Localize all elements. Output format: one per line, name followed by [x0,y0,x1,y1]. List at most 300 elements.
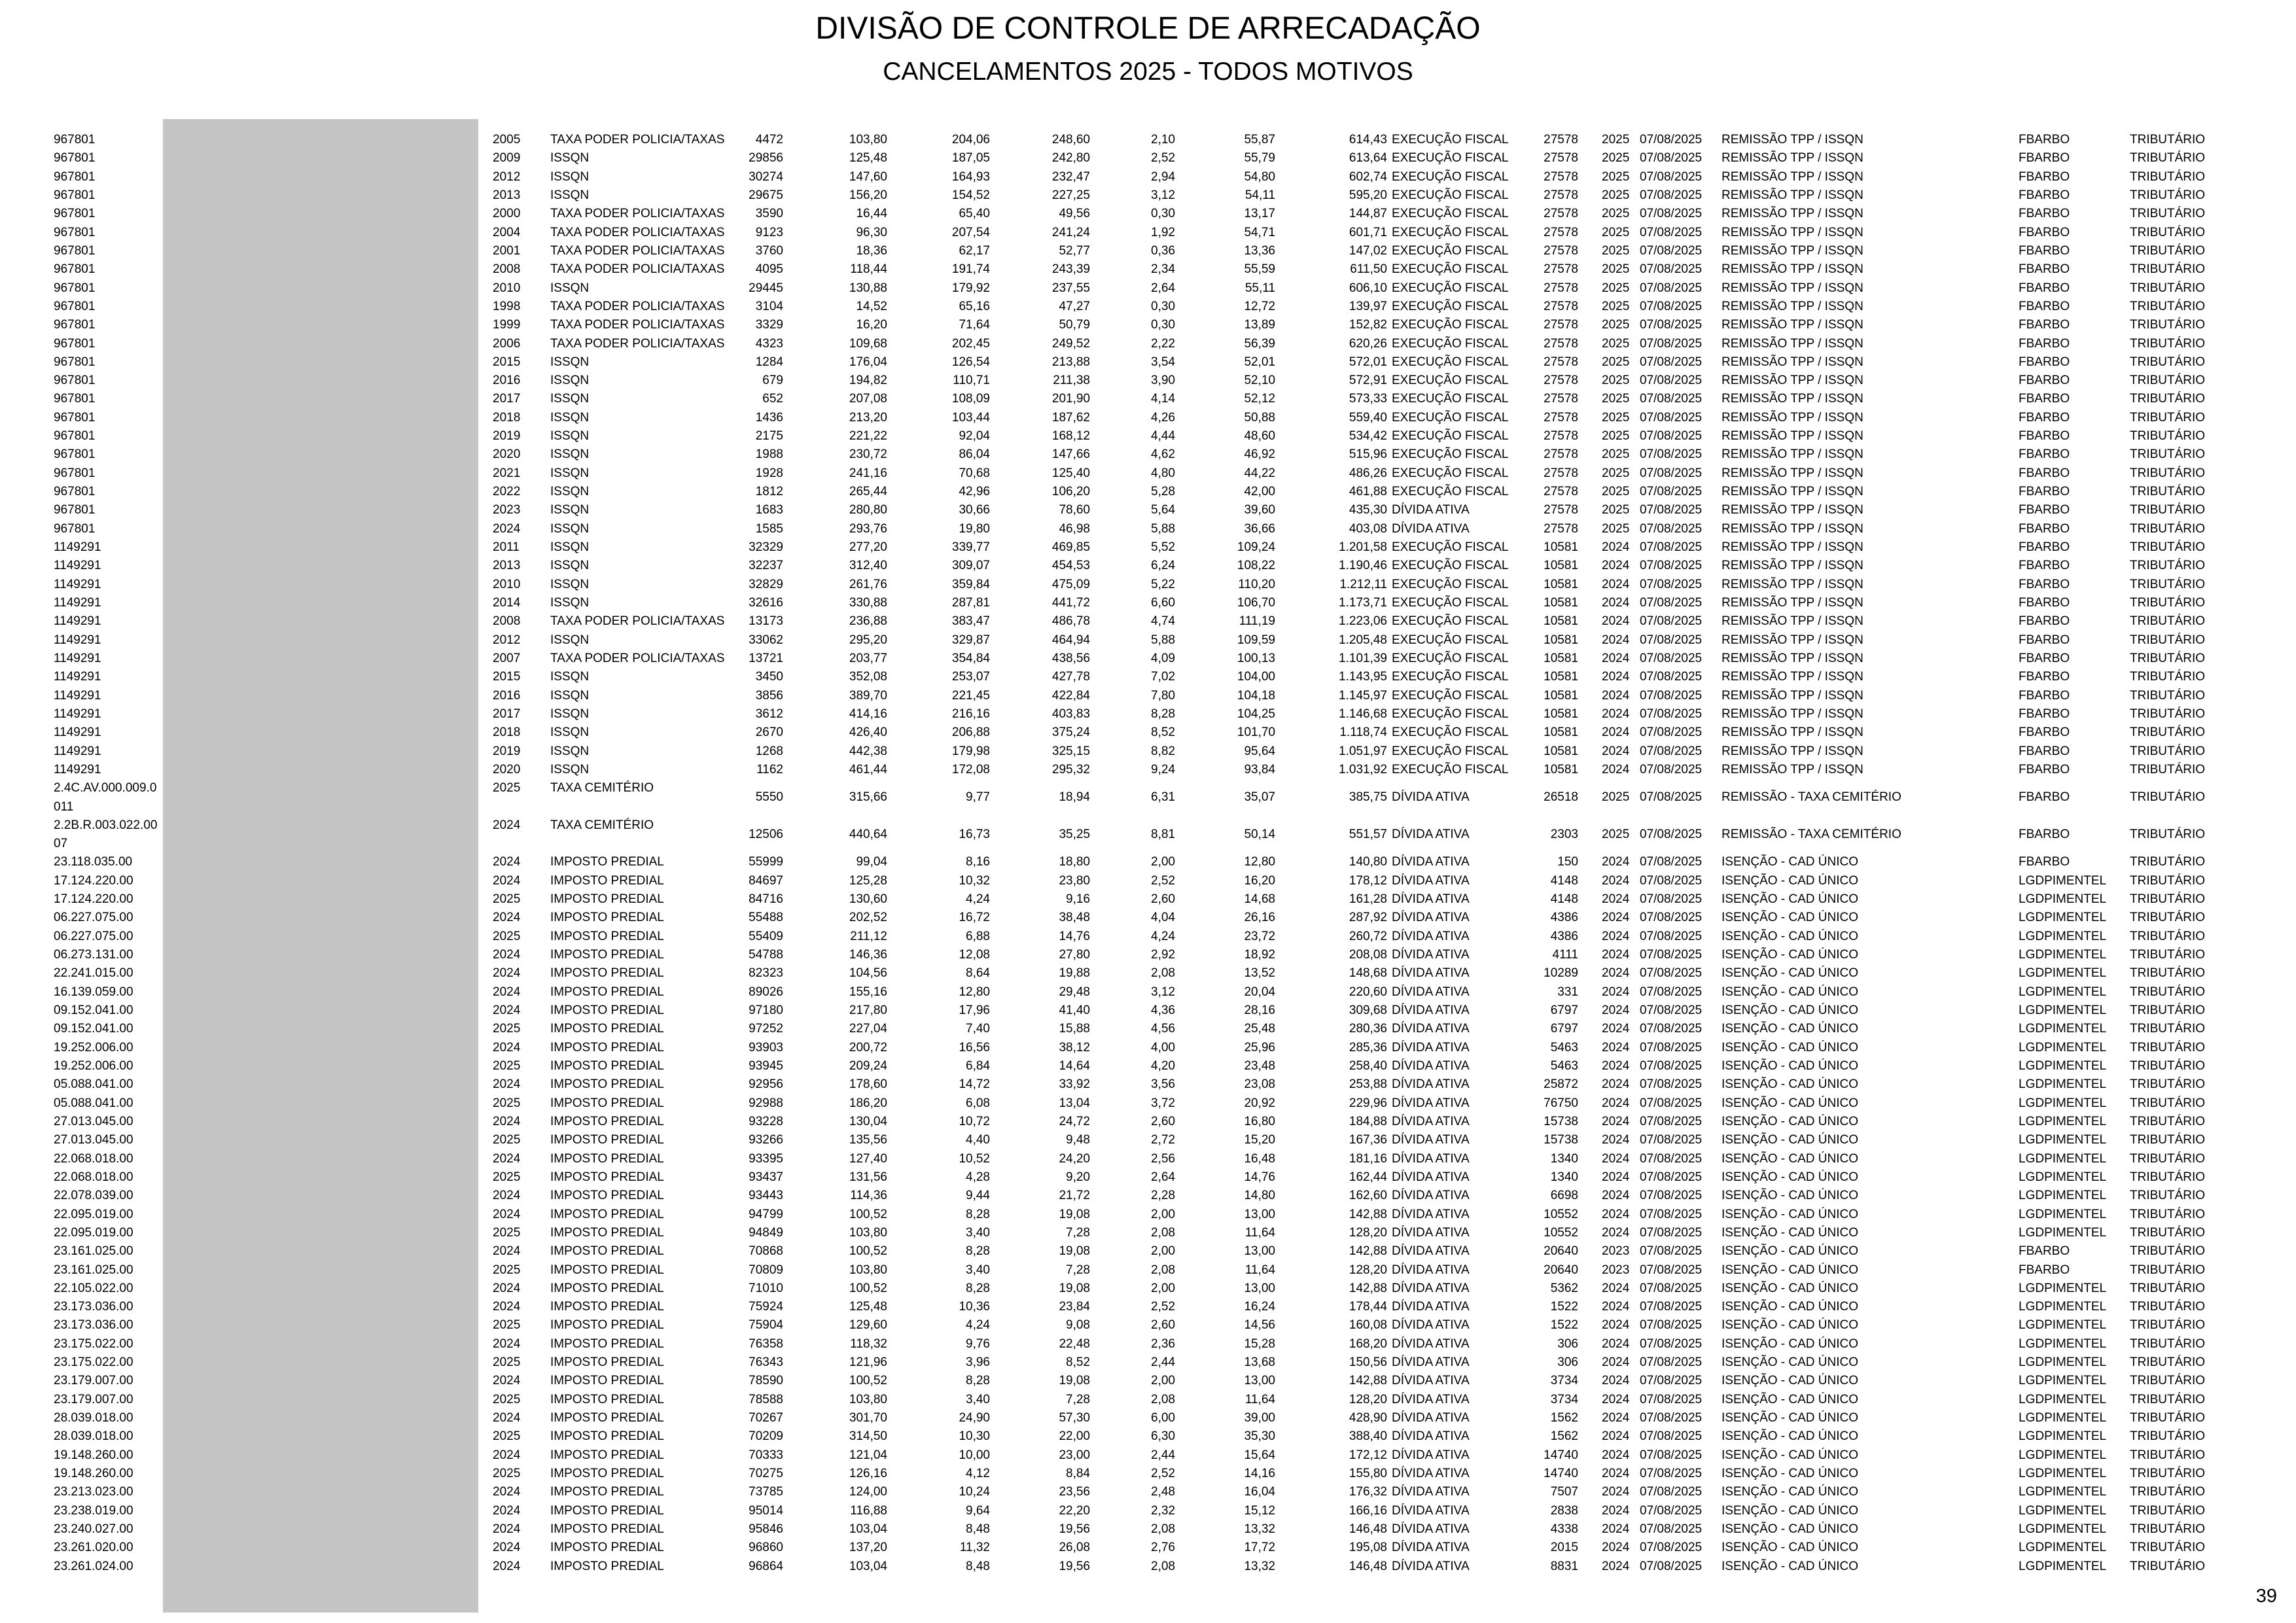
cell-status: EXECUÇÃO FISCAL [1392,299,1509,313]
cell-value-4: 2,94 [1151,169,1175,184]
cell-value-4: 6,60 [1151,596,1175,610]
cell-total-value: 176,32 [1349,1485,1387,1499]
cell-inscription-id: 967801 [54,374,96,388]
cell-value-1: 16,20 [856,318,887,332]
cell-value-4: 2,52 [1151,151,1175,166]
cell-status: DÍVIDA ATIVA [1392,1503,1470,1518]
cell-exercise-year: 2025 [493,1429,521,1444]
cell-value-3: 427,78 [1051,670,1090,684]
cell-tax-type: TAXA CEMITÉRIO [550,781,654,795]
cell-reference-number: 1284 [755,355,783,369]
cell-tax-type: IMPOSTO PREDIAL [550,1189,664,1203]
cell-value-1: 103,80 [849,1225,887,1240]
cell-inscription-id: 22.078.039.00 [54,1189,133,1203]
cell-value-1: 126,16 [849,1467,887,1481]
cell-process-number: 27578 [1544,318,1578,332]
cell-value-1: 461,44 [849,762,887,777]
cell-value-2: 3,40 [966,1392,990,1406]
cell-value-2: 8,28 [966,1374,990,1388]
cell-department: TRIBUTÁRIO [2130,1541,2206,1555]
cell-exercise-year: 1998 [493,299,521,313]
cell-status: EXECUÇÃO FISCAL [1392,336,1509,351]
cell-exercise-year: 2016 [493,688,521,703]
cell-value-2: 179,92 [951,281,990,295]
cell-department: TRIBUTÁRIO [2130,447,2206,462]
cell-date: 07/08/2025 [1640,1559,1703,1573]
cell-inscription-id: 967801 [54,151,96,166]
cell-cancellation-reason: ISENÇÃO - CAD ÚNICO [1722,1467,1859,1481]
cell-department: TRIBUTÁRIO [2130,1411,2206,1425]
cell-reference-number: 93228 [749,1114,783,1128]
cell-process-number: 10581 [1544,725,1578,740]
cell-cancellation-reason: ISENÇÃO - CAD ÚNICO [1722,1522,1859,1536]
cell-value-2: 8,28 [966,1244,990,1259]
cell-total-value: 167,36 [1349,1133,1387,1147]
cell-inscription-id: 22.095.019.00 [54,1207,133,1221]
cell-value-5: 104,00 [1237,670,1275,684]
cell-value-1: 261,76 [849,577,887,591]
cell-status: EXECUÇÃO FISCAL [1392,429,1509,444]
cell-process-number: 4386 [1550,911,1578,925]
cell-value-1: 389,70 [849,688,887,703]
cell-date: 07/08/2025 [1640,1114,1703,1128]
cell-department: TRIBUTÁRIO [2130,1522,2206,1536]
cell-value-4: 0,30 [1151,299,1175,313]
cell-department: TRIBUTÁRIO [2130,762,2206,777]
cell-total-value: 572,91 [1349,374,1387,388]
cell-value-4: 8,81 [1151,827,1175,841]
cell-total-value: 160,08 [1349,1318,1387,1333]
cell-value-2: 65,16 [959,299,990,313]
cell-value-3: 9,08 [1066,1318,1090,1333]
cell-department: TRIBUTÁRIO [2130,744,2206,758]
cell-process-year: 2024 [1602,1207,1630,1221]
cell-department: TRIBUTÁRIO [2130,1318,2206,1333]
cell-process-number: 27578 [1544,262,1578,277]
cell-date: 07/08/2025 [1640,1040,1703,1055]
cell-value-5: 101,70 [1237,725,1275,740]
cell-value-4: 5,64 [1151,503,1175,517]
cell-total-value: 1.201,58 [1339,540,1387,555]
cell-value-5: 95,64 [1244,744,1275,758]
cell-reference-number: 92956 [749,1077,783,1092]
cell-inscription-id: 967801 [54,281,96,295]
cell-value-1: 125,48 [849,1300,887,1314]
cell-process-year: 2025 [1602,827,1630,841]
cell-value-5: 17,72 [1244,1541,1275,1555]
cell-process-year: 2024 [1602,762,1630,777]
cell-department: TRIBUTÁRIO [2130,410,2206,425]
cell-total-value: 152,82 [1349,318,1387,332]
cell-tax-type: IMPOSTO PREDIAL [550,1151,664,1166]
cell-value-5: 15,20 [1244,1133,1275,1147]
cell-total-value: 435,30 [1349,503,1387,517]
cell-user: LGDPIMENTEL [2019,929,2107,943]
cell-date: 07/08/2025 [1640,651,1703,665]
cell-cancellation-reason: ISENÇÃO - CAD ÚNICO [1722,1096,1859,1110]
cell-value-4: 5,28 [1151,485,1175,499]
cell-value-3: 9,20 [1066,1170,1090,1184]
cell-value-2: 354,84 [951,651,990,665]
cell-process-year: 2024 [1602,1485,1630,1499]
cell-cancellation-reason: ISENÇÃO - CAD ÚNICO [1722,911,1859,925]
cell-date: 07/08/2025 [1640,577,1703,591]
cell-value-3: 78,60 [1059,503,1090,517]
cell-value-4: 2,56 [1151,1151,1175,1166]
cell-status: EXECUÇÃO FISCAL [1392,133,1509,147]
cell-process-year: 2024 [1602,929,1630,943]
cell-process-year: 2025 [1602,521,1630,536]
cell-date: 07/08/2025 [1640,503,1703,517]
cell-tax-type: TAXA CEMITÉRIO [550,818,654,832]
cell-status: EXECUÇÃO FISCAL [1392,392,1509,406]
cell-total-value: 166,16 [1349,1503,1387,1518]
cell-department: TRIBUTÁRIO [2130,614,2206,629]
cell-exercise-year: 2015 [493,355,521,369]
cell-exercise-year: 2024 [493,948,521,962]
cell-inscription-id: 23.261.024.00 [54,1559,133,1573]
cell-inscription-id: 06.227.075.00 [54,929,133,943]
cell-value-3: 375,24 [1051,725,1090,740]
cell-inscription-id: 22.095.019.00 [54,1225,133,1240]
cell-value-3: 464,94 [1051,633,1090,647]
cell-inscription-id: 1149291 [54,614,101,629]
cell-exercise-year: 2025 [493,929,521,943]
cell-date: 07/08/2025 [1640,1151,1703,1166]
cell-value-4: 2,44 [1151,1355,1175,1370]
cell-cancellation-reason: REMISSÃO TPP / ISSQN [1722,133,1863,147]
cell-value-3: 403,83 [1051,707,1090,721]
cell-value-1: 227,04 [849,1022,887,1036]
cell-date: 07/08/2025 [1640,299,1703,313]
cell-exercise-year: 1999 [493,318,521,332]
cell-exercise-year: 2007 [493,651,521,665]
cell-inscription-id: 2.2B.R.003.022.0007 [54,818,158,851]
cell-value-5: 36,66 [1244,521,1275,536]
cell-reference-number: 12506 [749,827,783,841]
cell-tax-type: IMPOSTO PREDIAL [550,911,664,925]
cell-process-number: 27578 [1544,521,1578,536]
cell-cancellation-reason: REMISSÃO TPP / ISSQN [1722,466,1863,480]
cell-value-5: 23,08 [1244,1077,1275,1092]
cell-inscription-id: 06.273.131.00 [54,948,133,962]
cell-value-1: 330,88 [849,596,887,610]
cell-user: FBARBO [2019,299,2070,313]
cell-value-5: 14,68 [1244,892,1275,907]
cell-reference-number: 78588 [749,1392,783,1406]
cell-value-4: 6,30 [1151,1429,1175,1444]
cell-status: EXECUÇÃO FISCAL [1392,262,1509,277]
cell-process-year: 2025 [1602,243,1630,258]
cell-value-4: 2,32 [1151,1503,1175,1518]
cell-user: LGDPIMENTEL [2019,1114,2107,1128]
cell-process-number: 4386 [1550,929,1578,943]
cell-inscription-id: 19.252.006.00 [54,1040,133,1055]
cell-process-number: 10552 [1544,1225,1578,1240]
cell-reference-number: 13173 [749,614,783,629]
cell-exercise-year: 2024 [493,521,521,536]
cell-tax-type: ISSQN [550,633,590,647]
cell-value-1: 104,56 [849,966,887,981]
cell-process-number: 4338 [1550,1522,1578,1536]
cell-value-4: 2,60 [1151,1114,1175,1128]
cell-value-3: 147,66 [1051,447,1090,462]
cell-total-value: 280,36 [1349,1022,1387,1036]
cell-value-3: 19,08 [1059,1244,1090,1259]
cell-department: TRIBUTÁRIO [2130,207,2206,221]
cell-date: 07/08/2025 [1640,466,1703,480]
cell-value-5: 52,10 [1244,374,1275,388]
cell-inscription-id: 967801 [54,169,96,184]
cell-value-1: 118,32 [850,1336,887,1351]
cell-value-5: 26,16 [1244,911,1275,925]
cell-date: 07/08/2025 [1640,1244,1703,1259]
cell-value-1: 118,44 [850,262,887,277]
cell-tax-type: ISSQN [550,503,590,517]
cell-value-2: 65,40 [959,207,990,221]
cell-date: 07/08/2025 [1640,1059,1703,1073]
cell-department: TRIBUTÁRIO [2130,1077,2206,1092]
cell-department: TRIBUTÁRIO [2130,1059,2206,1073]
cell-value-2: 207,54 [951,225,990,239]
cell-value-3: 9,16 [1066,892,1090,907]
cell-process-number: 10581 [1544,540,1578,555]
cell-process-number: 14740 [1544,1448,1578,1462]
cell-reference-number: 1988 [755,447,783,462]
cell-department: TRIBUTÁRIO [2130,929,2206,943]
cell-value-5: 14,16 [1244,1467,1275,1481]
cell-cancellation-reason: REMISSÃO TPP / ISSQN [1722,243,1863,258]
cell-cancellation-reason: REMISSÃO TPP / ISSQN [1722,540,1863,555]
cell-value-5: 23,72 [1244,929,1275,943]
cell-inscription-id: 05.088.041.00 [54,1096,133,1110]
cell-process-year: 2024 [1602,559,1630,573]
cell-cancellation-reason: REMISSÃO TPP / ISSQN [1722,188,1863,202]
cell-user: FBARBO [2019,540,2070,555]
cell-date: 07/08/2025 [1640,1096,1703,1110]
cell-reference-number: 4323 [755,336,783,351]
cell-value-3: 168,12 [1051,429,1090,444]
cell-value-2: 202,45 [951,336,990,351]
cell-value-4: 2,92 [1151,948,1175,962]
cell-user: FBARBO [2019,207,2070,221]
cell-status: DÍVIDA ATIVA [1392,1559,1470,1573]
cell-value-1: 129,60 [849,1318,887,1333]
cell-exercise-year: 2025 [493,1022,521,1036]
cell-tax-type: ISSQN [550,577,590,591]
cell-process-number: 10581 [1544,614,1578,629]
cell-value-4: 4,80 [1151,466,1175,480]
cell-reference-number: 93395 [749,1151,783,1166]
cell-cancellation-reason: REMISSÃO TPP / ISSQN [1722,762,1863,777]
cell-value-4: 2,08 [1151,1263,1175,1277]
cell-date: 07/08/2025 [1640,1207,1703,1221]
cell-value-3: 441,72 [1051,596,1090,610]
cell-tax-type: ISSQN [550,521,590,536]
cell-status: DÍVIDA ATIVA [1392,1059,1470,1073]
cell-value-2: 8,28 [966,1281,990,1295]
cell-status: DÍVIDA ATIVA [1392,1077,1470,1092]
cell-process-number: 1522 [1550,1318,1578,1333]
cell-inscription-id: 23.161.025.00 [54,1263,133,1277]
cell-user: FBARBO [2019,133,2070,147]
cell-cancellation-reason: REMISSÃO - TAXA CEMITÉRIO [1722,827,1901,841]
cell-inscription-id: 19.148.260.00 [54,1467,133,1481]
cell-inscription-id: 23.173.036.00 [54,1318,133,1333]
cell-reference-number: 4095 [755,262,783,277]
cell-total-value: 144,87 [1349,207,1387,221]
cell-value-5: 56,39 [1244,336,1275,351]
cell-total-value: 1.205,48 [1339,633,1387,647]
cell-value-1: 125,28 [849,873,887,888]
cell-status: DÍVIDA ATIVA [1392,1336,1470,1351]
cell-process-year: 2024 [1602,1541,1630,1555]
cell-value-3: 15,88 [1059,1022,1090,1036]
cell-department: TRIBUTÁRIO [2130,318,2206,332]
cell-reference-number: 70333 [749,1448,783,1462]
cell-user: LGDPIMENTEL [2019,1336,2107,1351]
cell-value-1: 277,20 [849,540,887,555]
cell-date: 07/08/2025 [1640,1189,1703,1203]
cell-cancellation-reason: REMISSÃO TPP / ISSQN [1722,447,1863,462]
cell-process-number: 15738 [1544,1133,1578,1147]
cell-department: TRIBUTÁRIO [2130,188,2206,202]
cell-value-1: 178,60 [849,1077,887,1092]
cell-value-5: 28,16 [1244,1003,1275,1018]
cell-process-year: 2024 [1602,1003,1630,1018]
cell-user: FBARBO [2019,651,2070,665]
cell-process-year: 2024 [1602,1467,1630,1481]
cell-exercise-year: 2012 [493,633,521,647]
cell-reference-number: 30274 [749,169,783,184]
cell-process-year: 2024 [1602,614,1630,629]
cell-value-1: 352,08 [849,670,887,684]
page-number: 39 [2255,1586,2277,1607]
cell-exercise-year: 2025 [493,781,521,795]
cell-user: FBARBO [2019,466,2070,480]
cell-value-4: 2,00 [1151,1244,1175,1259]
cell-value-2: 10,32 [959,873,990,888]
cell-value-4: 8,52 [1151,725,1175,740]
cell-value-2: 216,16 [951,707,990,721]
cell-tax-type: IMPOSTO PREDIAL [550,1003,664,1018]
cell-value-2: 6,88 [966,929,990,943]
cell-total-value: 161,28 [1349,892,1387,907]
cell-department: TRIBUTÁRIO [2130,1336,2206,1351]
cell-exercise-year: 2024 [493,818,521,832]
cell-value-1: 121,04 [849,1448,887,1462]
cell-department: TRIBUTÁRIO [2130,1355,2206,1370]
cell-value-4: 2,44 [1151,1448,1175,1462]
cell-status: DÍVIDA ATIVA [1392,892,1470,907]
cell-user: FBARBO [2019,262,2070,277]
cell-process-number: 10581 [1544,633,1578,647]
cell-date: 07/08/2025 [1640,1263,1703,1277]
cell-status: EXECUÇÃO FISCAL [1392,670,1509,684]
cell-cancellation-reason: ISENÇÃO - CAD ÚNICO [1722,1022,1859,1036]
cell-department: TRIBUTÁRIO [2130,577,2206,591]
cell-status: EXECUÇÃO FISCAL [1392,281,1509,295]
cell-reference-number: 95014 [749,1503,783,1518]
cell-value-5: 12,72 [1244,299,1275,313]
cell-process-number: 27578 [1544,281,1578,295]
cell-value-3: 8,52 [1066,1355,1090,1370]
cell-value-5: 39,60 [1244,503,1275,517]
cell-cancellation-reason: ISENÇÃO - CAD ÚNICO [1722,855,1859,869]
cell-cancellation-reason: ISENÇÃO - CAD ÚNICO [1722,1318,1859,1333]
cell-inscription-id: 28.039.018.00 [54,1411,133,1425]
cell-process-year: 2025 [1602,374,1630,388]
cell-total-value: 287,92 [1349,911,1387,925]
cell-value-4: 2,00 [1151,1374,1175,1388]
cell-inscription-id: 22.068.018.00 [54,1170,133,1184]
cell-value-3: 241,24 [1051,225,1090,239]
cell-value-3: 29,48 [1059,985,1090,999]
cell-total-value: 573,33 [1349,392,1387,406]
cell-value-1: 236,88 [849,614,887,629]
cell-value-2: 4,40 [966,1133,990,1147]
cell-total-value: 285,36 [1349,1040,1387,1055]
cell-value-3: 26,08 [1059,1541,1090,1555]
cell-cancellation-reason: ISENÇÃO - CAD ÚNICO [1722,1392,1859,1406]
cell-reference-number: 76343 [749,1355,783,1370]
cell-process-number: 1562 [1550,1429,1578,1444]
cell-reference-number: 3329 [755,318,783,332]
cell-value-5: 54,80 [1244,169,1275,184]
cell-tax-type: IMPOSTO PREDIAL [550,1522,664,1536]
cell-date: 07/08/2025 [1640,1281,1703,1295]
cell-exercise-year: 2015 [493,670,521,684]
cell-value-3: 19,88 [1059,966,1090,981]
cell-value-1: 103,04 [849,1559,887,1573]
cell-user: LGDPIMENTEL [2019,1003,2107,1018]
cell-value-5: 16,04 [1244,1485,1275,1499]
cell-total-value: 148,68 [1349,966,1387,981]
cell-status: DÍVIDA ATIVA [1392,1374,1470,1388]
cell-department: TRIBUTÁRIO [2130,1467,2206,1481]
cell-value-4: 6,00 [1151,1411,1175,1425]
cell-process-year: 2024 [1602,596,1630,610]
cell-exercise-year: 2024 [493,1077,521,1092]
cell-value-5: 13,00 [1244,1374,1275,1388]
cell-tax-type: ISSQN [550,410,590,425]
cell-value-5: 14,80 [1244,1189,1275,1203]
cell-value-1: 100,52 [849,1244,887,1259]
cell-value-4: 3,90 [1151,374,1175,388]
cell-value-2: 9,76 [966,1336,990,1351]
cell-status: EXECUÇÃO FISCAL [1392,707,1509,721]
cell-value-3: 21,72 [1059,1189,1090,1203]
cell-status: DÍVIDA ATIVA [1392,1170,1470,1184]
cell-inscription-id: 23.240.027.00 [54,1522,133,1536]
cell-value-2: 9,44 [966,1189,990,1203]
cell-value-2: 221,45 [951,688,990,703]
cell-value-1: 230,72 [849,447,887,462]
cell-value-4: 2,28 [1151,1189,1175,1203]
cell-inscription-id: 967801 [54,485,96,499]
cell-value-3: 41,40 [1059,1003,1090,1018]
cell-value-3: 14,64 [1059,1059,1090,1073]
cell-value-4: 2,08 [1151,1392,1175,1406]
cell-process-year: 2024 [1602,1522,1630,1536]
cell-user: LGDPIMENTEL [2019,1318,2107,1333]
cell-cancellation-reason: REMISSÃO TPP / ISSQN [1722,169,1863,184]
cell-user: LGDPIMENTEL [2019,1300,2107,1314]
cell-process-number: 27578 [1544,410,1578,425]
cell-process-number: 4111 [1552,948,1578,962]
cell-value-1: 103,04 [849,1522,887,1536]
cell-total-value: 220,60 [1349,985,1387,999]
